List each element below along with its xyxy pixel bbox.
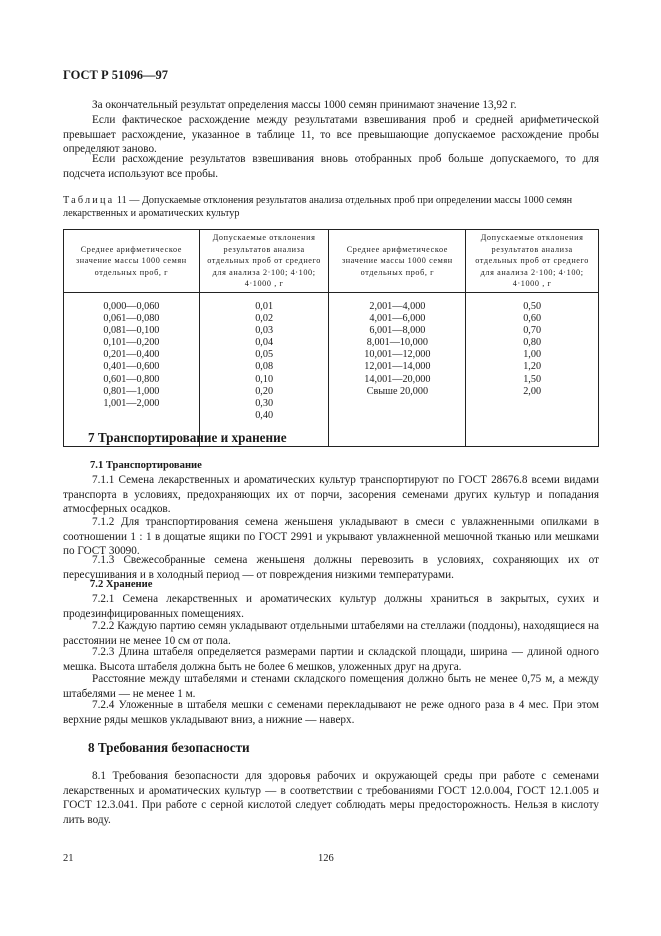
col-mean-mass-1 xyxy=(64,293,200,447)
deviation-table xyxy=(63,229,599,447)
table-caption-label: Таблица xyxy=(63,195,115,206)
table-caption xyxy=(63,194,599,220)
table-cell: 0,02 xyxy=(255,313,274,325)
table-cell: 0,601—0,800 xyxy=(103,373,160,385)
table-cell: 14,001—20,000 xyxy=(364,373,431,385)
table-cell: 0,04 xyxy=(255,337,274,349)
col-deviation-1 xyxy=(199,293,329,447)
subsection-7-2-heading: 7.2 Хранение xyxy=(90,579,153,590)
table-header-row xyxy=(64,230,599,293)
table-cell: 0,10 xyxy=(255,373,274,385)
col-mean-mass-2 xyxy=(329,293,466,447)
header-mean-mass-1: Среднее арифметическое значение массы 1000 семян отдельных проб, г xyxy=(64,230,200,293)
table-cell: 4,001—6,000 xyxy=(369,313,426,325)
paragraph-7-2-4: 7.2.4 Уложенные в штабеля мешки с семенами перекладывают не реже одного раза в 4 мес. При этом верхние ряды мешков укладывают вниз, а нижние — наверх. xyxy=(63,699,599,726)
table-cell: 12,001—14,000 xyxy=(364,361,431,373)
table-cell: 0,000—0,060 xyxy=(103,301,160,312)
paragraph-7-1-3: 7.1.3 Свежесобранные семена женьшеня должны перевозить в условиях, сохраняющих их от пересушивания и в холодный период — от повреждения низкими температурами. xyxy=(63,554,599,581)
section-7-heading: 7 Транспортирование и хранение xyxy=(88,430,287,445)
document-header: ГОСТ Р 51096—97 xyxy=(63,68,169,82)
paragraph-7-2-3-spacing: Расстояние между штабелями и стенами складского помещения должно быть не менее 0,75 м, а между штабелями — не менее 1 м. xyxy=(63,673,599,700)
intro-paragraph-1: За окончательный результат определения массы 1000 семян принимают значение 13,92 г. xyxy=(92,99,517,111)
table-cell: 1,50 xyxy=(523,373,542,385)
table-cell: Свыше 20,000 xyxy=(366,385,429,397)
table-cell: 1,001—2,000 xyxy=(103,397,160,409)
table-cell: 0,061—0,080 xyxy=(103,313,160,325)
table-cell: 0,01 xyxy=(255,301,274,312)
subsection-7-1-heading: 7.1 Транспортирование xyxy=(90,460,202,471)
table-cell: 0,801—1,000 xyxy=(103,385,160,397)
intro-paragraph-3: Если расхождение результатов взвешивания вновь отобранных проб больше допускаемого, то для подсчета используют все пробы. xyxy=(63,153,599,180)
table-body-row xyxy=(64,293,599,447)
table-cell: 0,201—0,400 xyxy=(103,349,160,361)
section-8-heading: 8 Требования безопасности xyxy=(88,740,250,755)
table-cell: 0,70 xyxy=(523,325,542,337)
paragraph-8-1: 8.1 Требования безопасности для здоровья рабочих и окружающей среды при работе с семенами лекарственных и ароматических культур — в соответствии с требованиями ГОСТ 12.0.004, ГОСТ 12.1.005 и ГОСТ 12.3.041. При работе с серной кислотой следует соблюдать меры предосторожность. Нельзя в кислоту лить воду. xyxy=(63,770,599,826)
table-cell: 0,50 xyxy=(523,301,542,312)
col-deviation-2 xyxy=(466,293,599,447)
table-cell: 1,00 xyxy=(523,349,542,361)
table-cell: 0,80 xyxy=(523,337,542,349)
page-number-center: 126 xyxy=(318,853,334,864)
table-cell: 8,001—10,000 xyxy=(366,337,428,349)
table-cell: 0,60 xyxy=(523,313,542,325)
table-cell: 2,001—4,000 xyxy=(369,301,426,312)
paragraph-7-2-2: 7.2.2 Каждую партию семян укладывают отдельными штабелями на стеллажи (поддоны), находящиеся на расстоянии не менее 10 см от пола. xyxy=(63,620,599,647)
table-cell: 0,20 xyxy=(255,385,274,397)
table-cell: 0,101—0,200 xyxy=(103,337,160,349)
table-cell: 0,05 xyxy=(255,349,274,361)
header-deviation-2: Допускаемые отклонения результатов анализа отдельных проб от среднего для анализа 2·100; 4·100; 4·1000 , г xyxy=(466,230,599,293)
table-cell: 0,40 xyxy=(255,409,274,421)
header-deviation-1: Допускаемые отклонения результатов анализа отдельных проб от среднего для анализа 2·100; 4·100; 4·1000 , г xyxy=(199,230,329,293)
table-cell: 6,001—8,000 xyxy=(369,325,426,337)
table-cell: 10,001—12,000 xyxy=(364,349,431,361)
table-cell: 0,081—0,100 xyxy=(103,325,160,337)
table-cell: 0,401—0,600 xyxy=(103,361,160,373)
paragraph-7-1-1: 7.1.1 Семена лекарственных и ароматических культур транспортируют по ГОСТ 28676.8 всеми видами транспорта в условиях, предохраняющих их от порчи, засорения семенами других культур и попадания атмосферных осадков. xyxy=(63,474,599,516)
paragraph-7-2-1: 7.2.1 Семена лекарственных и ароматических культур должны храниться в закрытых, сухих и продезинфицированных помещениях. xyxy=(63,593,599,620)
page-number-left: 21 xyxy=(63,853,74,864)
table-cell: 2,00 xyxy=(523,385,542,397)
table-caption-text: 11 — Допускаемые отклонения результатов анализа отдельных проб при определении массы 1000 семян лекарственных и ароматических культур xyxy=(63,195,573,219)
paragraph-7-1-2: 7.1.2 Для транспортирования семена женьшеня укладывают в смеси с увлажненными опилками в соотношении 1 : 1 в дощатые ящики по ГОСТ 2991 и укрывают увлажненной мешочной тканью или мешками по ГОСТ 30090. xyxy=(63,516,599,558)
paragraph-7-2-3: 7.2.3 Длина штабеля определяется размерами партии и складской площади, ширина — длиной одного мешка. Высота штабеля должна быть не более 6 мешков, уложенных друг на друга. xyxy=(63,646,599,673)
table-cell: 0,03 xyxy=(255,325,274,337)
header-mean-mass-2: Среднее арифметическое значение массы 1000 семян отдельных проб, г xyxy=(329,230,466,293)
table-cell: 0,08 xyxy=(255,361,274,373)
intro-paragraph-2: Если фактическое расхождение между результатами взвешивания проб и средней арифметической превышает расхождение, указанное в таблице 11, то все превышающие допускаемое расхождение пробы определяют заново. xyxy=(63,114,599,156)
table-cell: 1,20 xyxy=(523,361,542,373)
table-cell: 0,30 xyxy=(255,397,274,409)
